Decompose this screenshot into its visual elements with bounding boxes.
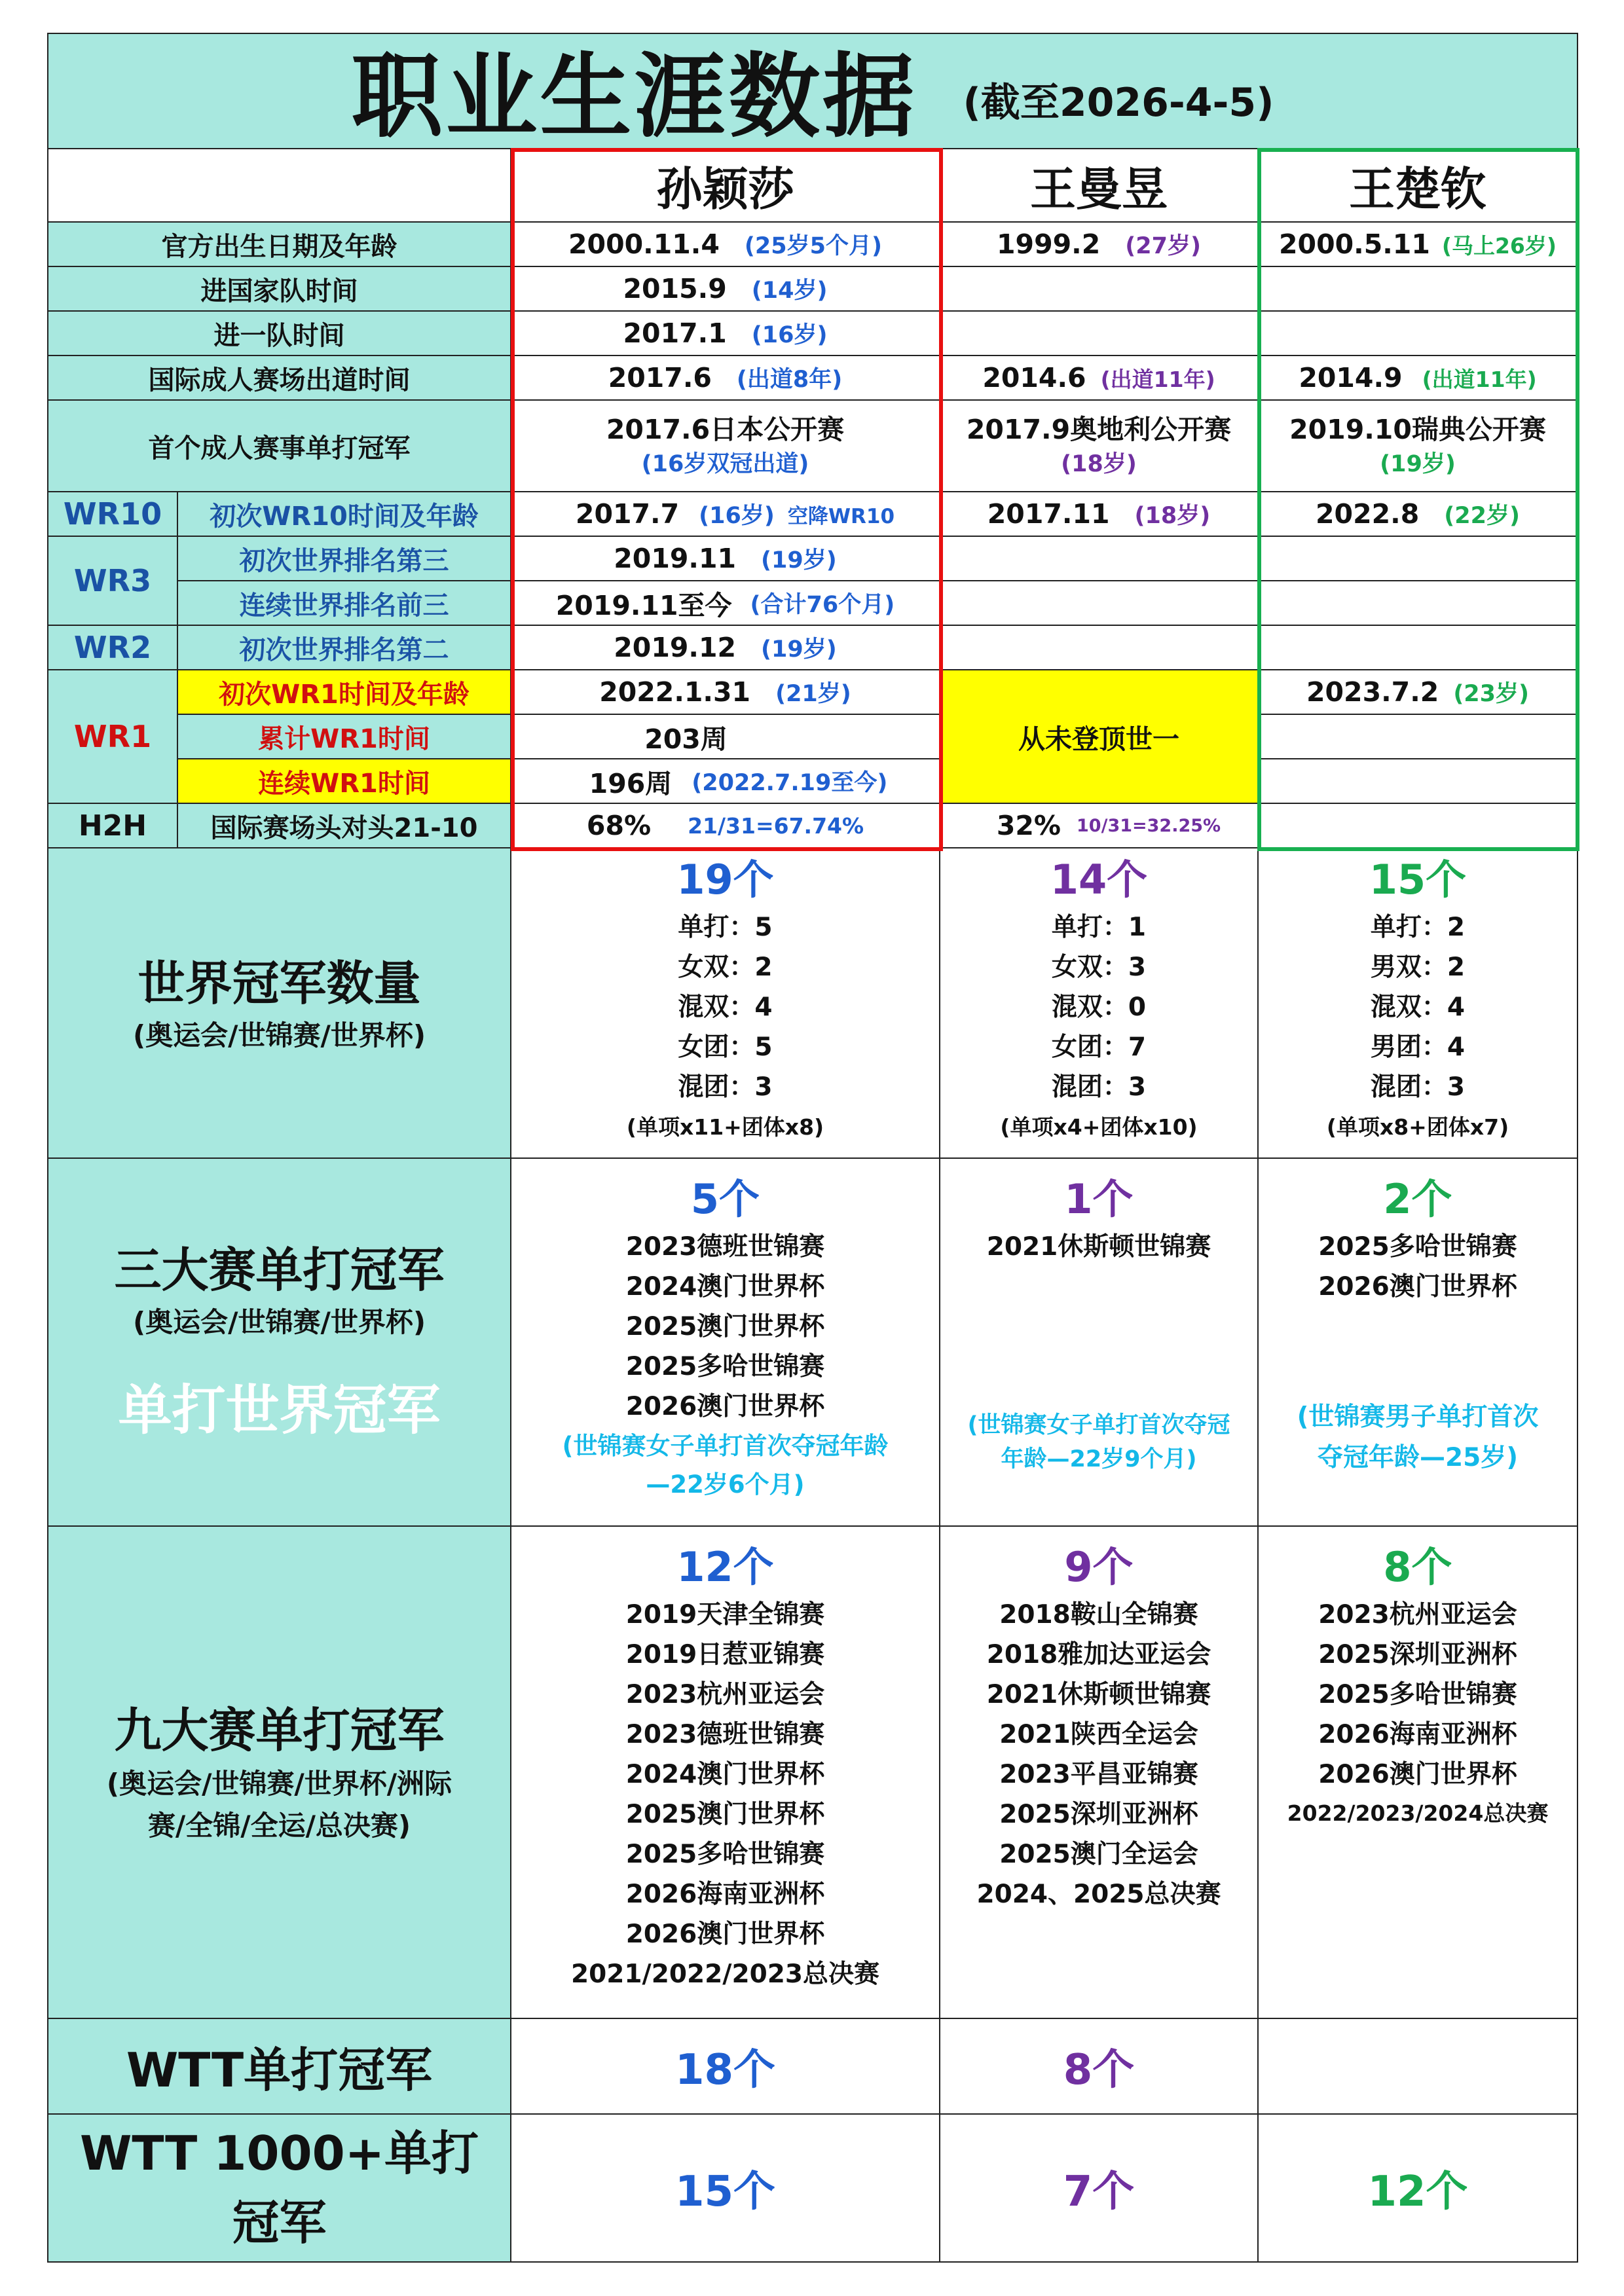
item: 单打：5 — [678, 913, 773, 942]
item: 混双：4 — [1370, 993, 1466, 1022]
national-p1 — [511, 267, 940, 312]
count: 1个 — [1064, 1175, 1134, 1223]
label-big3 — [47, 1159, 511, 1527]
note: 年龄—22岁9个月) — [1001, 1446, 1197, 1472]
section-title: 世界冠军数量 — [138, 956, 421, 1011]
player-2-name: 王曼昱 — [940, 149, 1259, 223]
first-title-p2 — [940, 401, 1259, 492]
item: 混团：3 — [1370, 1072, 1466, 1102]
note: (14岁) — [751, 278, 828, 304]
group-wr10: WR10 — [47, 492, 178, 537]
wtt1000-p1: 15个 — [511, 2115, 940, 2263]
wr1-first-p3 — [1259, 670, 1578, 715]
item: 2023德班世锦赛 — [625, 1720, 825, 1749]
wr3-consecutive-p3 — [1259, 581, 1578, 626]
item: 2024、2025总决赛 — [976, 1880, 1221, 1909]
section-title: 三大赛单打冠军 — [114, 1243, 445, 1298]
label-debut: 国际成人赛场出道时间 — [47, 356, 511, 401]
label-wr2: 初次世界排名第二 — [178, 626, 511, 670]
note: (单项x8+团体x7) — [1326, 1114, 1509, 1140]
group-wr2: WR2 — [47, 626, 178, 670]
item: 单打：1 — [1051, 913, 1147, 942]
value: 2000.5.11 — [1279, 228, 1430, 260]
item: 2025深圳亚洲杯 — [999, 1800, 1198, 1829]
label-wr3-first: 初次世界排名第三 — [178, 537, 511, 581]
wtt-p3 — [1259, 2019, 1578, 2115]
value: 2019.11 — [614, 543, 737, 574]
note: (19岁) — [761, 547, 837, 574]
value: 2014.6 — [982, 362, 1086, 393]
item: 2026澳门世界杯 — [625, 1920, 825, 1949]
note: (16岁) — [699, 503, 775, 529]
item: 混双：4 — [678, 993, 773, 1022]
note: (合计76个月) — [750, 592, 895, 618]
wr1-first-p1 — [511, 670, 940, 715]
small-note: 2022/2023/2024总决赛 — [1287, 1800, 1549, 1826]
item: 2023杭州亚运会 — [625, 1680, 825, 1709]
watermark-text: 单打世界冠军 — [118, 1379, 441, 1442]
note: (25岁5个月) — [744, 233, 882, 259]
note: 10/31=32.25% — [1077, 815, 1221, 836]
note: (16岁双冠出道) — [641, 451, 809, 477]
value: 1999.2 — [997, 228, 1101, 260]
wr2-p3 — [1259, 626, 1578, 670]
wr1-total-p1 — [511, 715, 940, 759]
value: 2023.7.2 — [1306, 676, 1439, 708]
debut-p2 — [940, 356, 1259, 401]
label-wtt: WTT单打冠军 — [47, 2019, 511, 2115]
count: 12个 — [676, 1543, 774, 1591]
note: (世锦赛女子单打首次夺冠年龄 — [562, 1432, 889, 1460]
h2h-p3 — [1259, 804, 1578, 848]
wr1-total-p3 — [1259, 715, 1578, 759]
value: 2017.11 — [987, 498, 1110, 530]
section-title: 九大赛单打冠军 — [114, 1703, 445, 1758]
item: 男双：2 — [1370, 953, 1466, 982]
note: (单项x4+团体x10) — [1000, 1114, 1198, 1140]
label-wr1-total: 累计WR1时间 — [178, 715, 511, 759]
group-wr3: WR3 — [47, 537, 178, 626]
note: (21岁) — [775, 681, 851, 707]
item: 2019日惹亚锦赛 — [625, 1640, 825, 1669]
note: (19岁) — [761, 636, 837, 663]
value: 2022.1.31 — [599, 676, 751, 708]
value: 2017.9奥地利公开赛 — [966, 414, 1232, 445]
debut-p3 — [1259, 356, 1578, 401]
item: 2024澳门世界杯 — [625, 1272, 825, 1302]
wr10-p1 — [511, 492, 940, 537]
note: (单项x11+团体x8) — [626, 1114, 824, 1140]
note: (18岁) — [1134, 503, 1211, 529]
note: (出道11年) — [1100, 366, 1215, 392]
value: 2017.7 — [575, 498, 680, 530]
item: 混团：3 — [1051, 1072, 1147, 1102]
big9-p2 — [940, 1527, 1259, 2019]
section-sub: 赛/全锦/全运/总决赛) — [147, 1810, 411, 1842]
note: 夺冠年龄—25岁) — [1317, 1443, 1519, 1472]
wr3-consecutive-p2 — [940, 581, 1259, 626]
wr1-p2-never: 从未登顶世一 — [940, 670, 1259, 804]
note: (19岁) — [1380, 451, 1456, 477]
section-sub: (奥运会/世锦赛/世界杯) — [132, 1019, 426, 1051]
item: 2025澳门世界杯 — [625, 1312, 825, 1341]
wr3-consecutive-p1 — [511, 581, 940, 626]
wtt1000-p3: 12个 — [1259, 2115, 1578, 2263]
note: (23岁) — [1453, 681, 1530, 707]
note: (出道8年) — [736, 367, 843, 393]
item: 2023德班世锦赛 — [625, 1232, 825, 1262]
group-wr1: WR1 — [47, 670, 178, 804]
count: 14个 — [1050, 856, 1148, 903]
item: 2026澳门世界杯 — [1318, 1760, 1517, 1789]
first-team-p3 — [1259, 312, 1578, 356]
wr1-consecutive-p3 — [1259, 759, 1578, 804]
first-title-p1 — [511, 401, 940, 492]
big3-p1 — [511, 1159, 940, 1527]
as-of-date: (截至2026-4-5) — [963, 80, 1274, 126]
first-team-p1 — [511, 312, 940, 356]
item: 2025多哈世锦赛 — [1318, 1232, 1517, 1262]
item: 2025多哈世锦赛 — [625, 1840, 825, 1869]
value: 2019.11至今 — [555, 589, 732, 621]
item: 2024澳门世界杯 — [625, 1760, 825, 1789]
section-sub: (奥运会/世锦赛/世界杯/洲际 — [106, 1768, 452, 1800]
wtt-p2: 8个 — [940, 2019, 1259, 2115]
label-world-champ — [47, 848, 511, 1159]
national-p3 — [1259, 267, 1578, 312]
header-blank — [47, 149, 511, 223]
player-1-name: 孙颖莎 — [511, 149, 940, 223]
first-team-p2 — [940, 312, 1259, 356]
item: 2025多哈世锦赛 — [625, 1352, 825, 1381]
value: 2017.6日本公开赛 — [606, 414, 845, 445]
item: 女团：5 — [678, 1032, 773, 1062]
world-champ-p1 — [511, 848, 940, 1159]
item: 2025澳门世界杯 — [625, 1800, 825, 1829]
item: 女团：7 — [1051, 1032, 1147, 1062]
career-stats-sheet — [47, 33, 1578, 2263]
count: 19个 — [676, 856, 774, 903]
item: 2025深圳亚洲杯 — [1318, 1640, 1517, 1669]
wtt-p1: 18个 — [511, 2019, 940, 2115]
label-h2h: 国际赛场头对头21-10 — [178, 804, 511, 848]
item: 2026澳门世界杯 — [1318, 1272, 1517, 1302]
note: (2022.7.19至今) — [692, 770, 888, 796]
item: 2021陕西全运会 — [999, 1720, 1198, 1749]
label-wtt1000 — [47, 2115, 511, 2263]
big9-p3 — [1259, 1527, 1578, 2019]
item: 2026澳门世界杯 — [625, 1392, 825, 1421]
count: 15个 — [1369, 856, 1467, 903]
birth-p1 — [511, 223, 940, 267]
note: —22岁6个月) — [646, 1470, 805, 1499]
item: 2023平昌亚锦赛 — [999, 1760, 1198, 1789]
item: 2025多哈世锦赛 — [1318, 1680, 1517, 1709]
wr10-p3 — [1259, 492, 1578, 537]
group-h2h: H2H — [47, 804, 178, 848]
label-national: 进国家队时间 — [47, 267, 511, 312]
label-wr1-consecutive: 连续WR1时间 — [178, 759, 511, 804]
value: 2019.10瑞典公开赛 — [1289, 414, 1546, 445]
value: 196周 — [589, 767, 673, 799]
wtt1000-p2: 7个 — [940, 2115, 1259, 2263]
world-champ-p3 — [1259, 848, 1578, 1159]
item: 男团：4 — [1370, 1032, 1466, 1062]
birth-p3 — [1259, 223, 1578, 267]
label-first-team: 进一队时间 — [47, 312, 511, 356]
wr10-p2 — [940, 492, 1259, 537]
note: (出道11年) — [1422, 366, 1537, 392]
h2h-p2 — [940, 804, 1259, 848]
wr3-first-p3 — [1259, 537, 1578, 581]
big3-p2 — [940, 1159, 1259, 1527]
h2h-p1 — [511, 804, 940, 848]
label-big9 — [47, 1527, 511, 2019]
item: 2021休斯顿世锦赛 — [986, 1232, 1211, 1262]
label-wr3-consecutive: 连续世界排名前三 — [178, 581, 511, 626]
value: 2022.8 — [1316, 498, 1420, 530]
page-title: 职业生涯数据 — [351, 43, 917, 149]
wr1-consecutive-p1 — [511, 759, 940, 804]
item: 2019天津全锦赛 — [625, 1600, 825, 1630]
big3-p3 — [1259, 1159, 1578, 1527]
item: 女双：3 — [1051, 953, 1147, 982]
note: (世锦赛男子单打首次 — [1297, 1402, 1539, 1432]
item: 2021休斯顿世锦赛 — [986, 1680, 1211, 1709]
value: 2000.11.4 — [568, 228, 720, 260]
item: 2026海南亚洲杯 — [625, 1880, 825, 1909]
label-wr10: 初次WR10时间及年龄 — [178, 492, 511, 537]
wr2-p2 — [940, 626, 1259, 670]
section-sub: (奥运会/世锦赛/世界杯) — [132, 1306, 426, 1338]
note: (18岁) — [1061, 451, 1137, 477]
item: 2021/2022/2023总决赛 — [570, 1959, 880, 1989]
birth-p2 — [940, 223, 1259, 267]
item: 混团：3 — [678, 1072, 773, 1102]
note: (16岁) — [751, 322, 828, 348]
label-wr1-first: 初次WR1时间及年龄 — [178, 670, 511, 715]
item: 单打：2 — [1370, 913, 1466, 942]
count: 2个 — [1383, 1175, 1452, 1223]
value: 203周 — [644, 723, 728, 755]
value: 2015.9 — [623, 273, 727, 304]
value: 2014.9 — [1299, 362, 1403, 393]
item: 2018鞍山全锦赛 — [999, 1600, 1198, 1630]
item: 2023杭州亚运会 — [1318, 1600, 1517, 1630]
note: (22岁) — [1444, 503, 1520, 529]
wr3-first-p2 — [940, 537, 1259, 581]
value: 68% — [586, 810, 652, 841]
note: (27岁) — [1125, 233, 1201, 259]
item: 2025澳门全运会 — [999, 1840, 1198, 1869]
label-birth: 官方出生日期及年龄 — [47, 223, 511, 267]
value: 32% — [996, 810, 1061, 841]
value: 2019.12 — [614, 632, 737, 663]
item: 2018雅加达亚运会 — [986, 1640, 1211, 1669]
section-title: 冠军 — [232, 2195, 327, 2250]
player-3-name: 王楚钦 — [1259, 149, 1578, 223]
national-p2 — [940, 267, 1259, 312]
note: (世锦赛女子单打首次夺冠 — [967, 1412, 1230, 1438]
debut-p1 — [511, 356, 940, 401]
value: 2017.1 — [623, 318, 727, 349]
item: 混双：0 — [1051, 993, 1147, 1022]
title-banner — [47, 33, 1578, 149]
first-title-p3 — [1259, 401, 1578, 492]
extra-note: 空降WR10 — [787, 504, 895, 528]
count: 8个 — [1383, 1543, 1452, 1591]
wr3-first-p1 — [511, 537, 940, 581]
count: 5个 — [690, 1175, 760, 1223]
item: 2026海南亚洲杯 — [1318, 1720, 1517, 1749]
wr2-p1 — [511, 626, 940, 670]
world-champ-p2 — [940, 848, 1259, 1159]
item: 女双：2 — [678, 953, 773, 982]
label-first-title: 首个成人赛事单打冠军 — [47, 401, 511, 492]
value: 2017.6 — [608, 362, 712, 393]
note: (马上26岁) — [1441, 232, 1557, 259]
big9-p1 — [511, 1527, 940, 2019]
note: 21/31=67.74% — [688, 812, 864, 839]
count: 9个 — [1064, 1543, 1134, 1591]
section-title: WTT 1000+单打 — [79, 2126, 479, 2181]
